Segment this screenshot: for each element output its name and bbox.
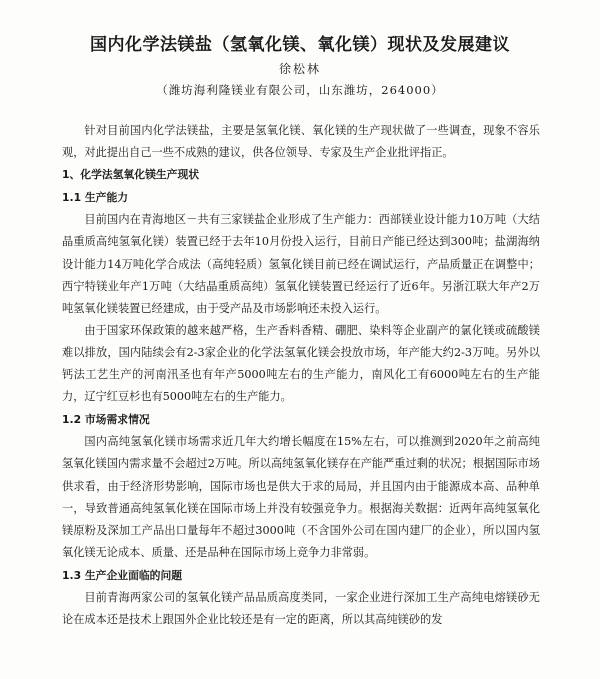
section-1-1-heading: 1.1 生产能力: [62, 191, 129, 205]
document-body: [62, 120, 540, 631]
author-affiliation: （潍坊海利隆镁业有限公司，山东潍坊，264000）: [156, 83, 444, 97]
author-name: 徐松林: [278, 62, 321, 76]
section-1-3-heading: 1.3 生产企业面临的问题: [62, 568, 183, 582]
section-1-heading: 1、化学法氢氧化镁生产现状: [62, 168, 200, 182]
section-1-1-paragraph-2: 由于国家环保政策的越来越严格，生产香料香精、硼肥、染料等企业副产的氯化镁或硫酸镁难以排放，国内陆续会有2-3家企业的化学法氢氧化镁会投放市场，年产能大约2-3万吨。另外以钙法工艺生产的河南汛圣也有年产5000吨左右的生产能力，南风化工有6000吨左右的生产能力，辽宁红豆杉也有5000吨左右的生产能力。: [62, 323, 540, 404]
section-1-2-heading: 1.2 市场需求情况: [62, 413, 150, 427]
section-1-2-paragraph-1: 国内高纯氢氧化镁市场需求近几年大约增长幅度在15%左右，可以推测到2020年之前高纯氢氧化镁国内需求量不会超过2万吨。所以高纯氢氧化镁存在产能严重过剩的状况；根据国际市场供求看，由于经济形势影响，国际市场也是供大于求的局局，并且国内由于能源成本高、品种单一，导致普通高纯氢氧化镁在国际市场上并没有较强竞争力。根据海关数据：近两年高纯氢氧化镁原粉及深加工产品出口量每年不超过3000吨（不含国外公司在国内建厂的企业），所以国内氢氧化镁无论成本、质量、还是品种在国际市场上竞争力非常弱。: [62, 435, 540, 559]
section-1-1-paragraph-1: 目前国内在青海地区－共有三家镁盐企业形成了生产能力：西部镁业设计能力10万吨（大结晶重质高纯氢氧化镁）装置已经于去年10月份投入运行，目前日产能已经达到300吨；盐湖海纳设计能力14万吨化学合成法（高纯轻质）氢氧化镁目前已经在调试运行，产品质量正在调整中；西宁特镁业年产1万吨（大结晶重质高纯）氢氧化镁装置已经运行了近6年。另浙江联大年产2万吨氢氧化镁装置已经建成，由于受产品及市场影响还未投入运行。: [62, 213, 540, 315]
section-1-3-paragraph-1: 目前青海两家公司的氢氧化镁产品品质高度类同，一家企业进行深加工生产高纯电熔镁砂无论在成本还是技术上跟国外企业比较还是有一定的距离，所以其高纯镁砂的发: [62, 590, 540, 627]
intro-paragraph: 针对目前国内化学法镁盐，主要是氢氧化镁、氧化镁的生产现状做了一些调查，现象不容乐观，对此提出自己一些不成熟的建议，供各位领导、专家及生产企业批评指正。: [62, 124, 540, 160]
document-title: 国内化学法镁盐（氢氧化镁、氧化镁）现状及发展建议: [90, 35, 510, 55]
